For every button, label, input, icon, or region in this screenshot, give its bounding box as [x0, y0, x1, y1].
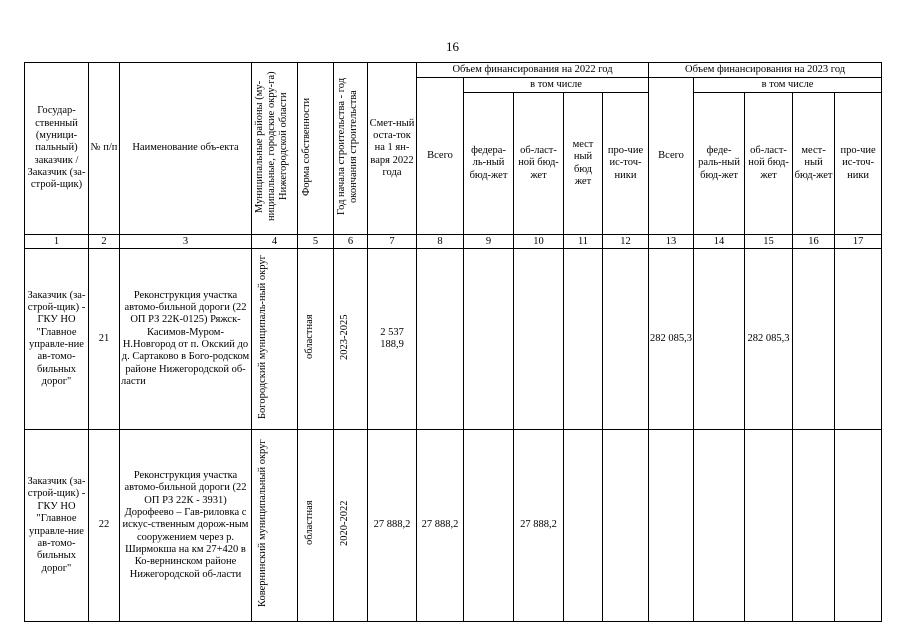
- row-municipality: Богородский муниципаль-ный округ: [252, 249, 298, 430]
- table-row: [25, 249, 882, 430]
- row-regional-2023: 282 085,3: [745, 249, 793, 430]
- column-number: 14: [694, 235, 745, 249]
- row-federal-2023: [694, 249, 745, 430]
- row-local-2022: [564, 249, 603, 430]
- page-number: 16: [446, 39, 459, 54]
- row-total-2022: 27 888,2: [417, 430, 464, 622]
- header-other-2023: про-чие ис-точ-ники: [835, 93, 882, 235]
- header-fin-2023: Объем финансирования на 2023 год: [649, 63, 882, 78]
- column-number: 10: [514, 235, 564, 249]
- table-row: [25, 430, 882, 622]
- column-number: 15: [745, 235, 793, 249]
- row-other-2023: [835, 430, 882, 622]
- row-regional-2023: [745, 430, 793, 622]
- column-number: 11: [564, 235, 603, 249]
- header-total-2023: Всего: [649, 78, 694, 235]
- column-number: 5: [298, 235, 334, 249]
- row-years: 2020-2022: [334, 430, 368, 622]
- row-other-2022: [603, 249, 649, 430]
- header-local-2023: мест-ный бюд-жет: [793, 93, 835, 235]
- header-estimate-balance: Смет-ный оста-ток на 1 ян-варя 2022 года: [368, 63, 417, 235]
- row-years: 2023-2025: [334, 249, 368, 430]
- header-other-2022: про-чие ис-точ-ники: [603, 93, 649, 235]
- header-federal-2022: федера-ль-ный бюд-жет: [464, 93, 514, 235]
- row-customer: Заказчик (за-строй-щик) - ГКУ НО "Главное управле-ние ав-томо-бильных дорог": [25, 430, 89, 622]
- row-num: 22: [89, 430, 120, 622]
- header-ownership: Форма собственности: [298, 63, 334, 235]
- column-number: 13: [649, 235, 694, 249]
- header-regional-2023: об-ласт-ной бюд-жет: [745, 93, 793, 235]
- row-object: Реконструкция участка автомо-бильной дороги (22 ОП РЗ 22К - 3931) Дорофеево – Гав-риловка с искус-ственным дорож-ным сооружением через р. Ширмокша на км 27+420 в Ко-вернинском районе Нижегородской об-ласти: [120, 430, 252, 622]
- column-number: 1: [25, 235, 89, 249]
- column-number: 8: [417, 235, 464, 249]
- column-number: 12: [603, 235, 649, 249]
- header-regional-2022: об-ласт-ной бюд-жет: [514, 93, 564, 235]
- column-number: 6: [334, 235, 368, 249]
- header-num: № п/п: [89, 63, 120, 235]
- column-number: 9: [464, 235, 514, 249]
- row-regional-2022: 27 888,2: [514, 430, 564, 622]
- header-total-2022: Всего: [417, 78, 464, 235]
- header-years: Год начала строительства - год окончания строительства: [334, 63, 368, 235]
- row-object: Реконструкция участка автомо-бильной дороги (22 ОП РЗ 22К-0125) Ряжск-Касимов-Муром-Н.Новгород от п. Окский до д. Сартаково в Бого-родском районе Нижегородской об-ласти: [120, 249, 252, 430]
- row-customer: Заказчик (за-строй-щик) - ГКУ НО "Главное управле-ние ав-томо-бильных дорог": [25, 249, 89, 430]
- header-customer: Государ-ственный (муници-пальный) заказчик / Заказчик (за-строй-щик): [25, 63, 89, 235]
- header-row-1: [25, 63, 882, 78]
- column-numbers-row: [25, 235, 882, 249]
- header-local-2022: мест ный бюд жет: [564, 93, 603, 235]
- row-municipality: Ковернинский муниципальный округ: [252, 430, 298, 622]
- header-including-2023: в том числе: [694, 78, 882, 93]
- row-local-2022: [564, 430, 603, 622]
- column-number: 7: [368, 235, 417, 249]
- row-local-2023: [793, 430, 835, 622]
- header-fin-2022: Объем финансирования на 2022 год: [417, 63, 649, 78]
- header-object-name: Наименование объ-екта: [120, 63, 252, 235]
- row-regional-2022: [514, 249, 564, 430]
- row-total-2022: [417, 249, 464, 430]
- row-other-2023: [835, 249, 882, 430]
- row-ownership: областная: [298, 430, 334, 622]
- row-local-2023: [793, 249, 835, 430]
- column-number: 4: [252, 235, 298, 249]
- row-federal-2023: [694, 430, 745, 622]
- financing-table: [24, 62, 882, 622]
- row-total-2023: [649, 430, 694, 622]
- row-num: 21: [89, 249, 120, 430]
- row-total-2023: 282 085,3: [649, 249, 694, 430]
- column-number: 3: [120, 235, 252, 249]
- column-number: 17: [835, 235, 882, 249]
- row-ownership: областная: [298, 249, 334, 430]
- row-estimate: 2 537 188,9: [368, 249, 417, 430]
- row-federal-2022: [464, 249, 514, 430]
- header-federal-2023: феде-раль-ный бюд-жет: [694, 93, 745, 235]
- row-federal-2022: [464, 430, 514, 622]
- column-number: 2: [89, 235, 120, 249]
- row-other-2022: [603, 430, 649, 622]
- header-municipality: Муниципальные районы (му-ниципальные, городские окру-га) Нижегородской области: [252, 63, 298, 235]
- column-number: 16: [793, 235, 835, 249]
- row-estimate: 27 888,2: [368, 430, 417, 622]
- header-including-2022: в том числе: [464, 78, 649, 93]
